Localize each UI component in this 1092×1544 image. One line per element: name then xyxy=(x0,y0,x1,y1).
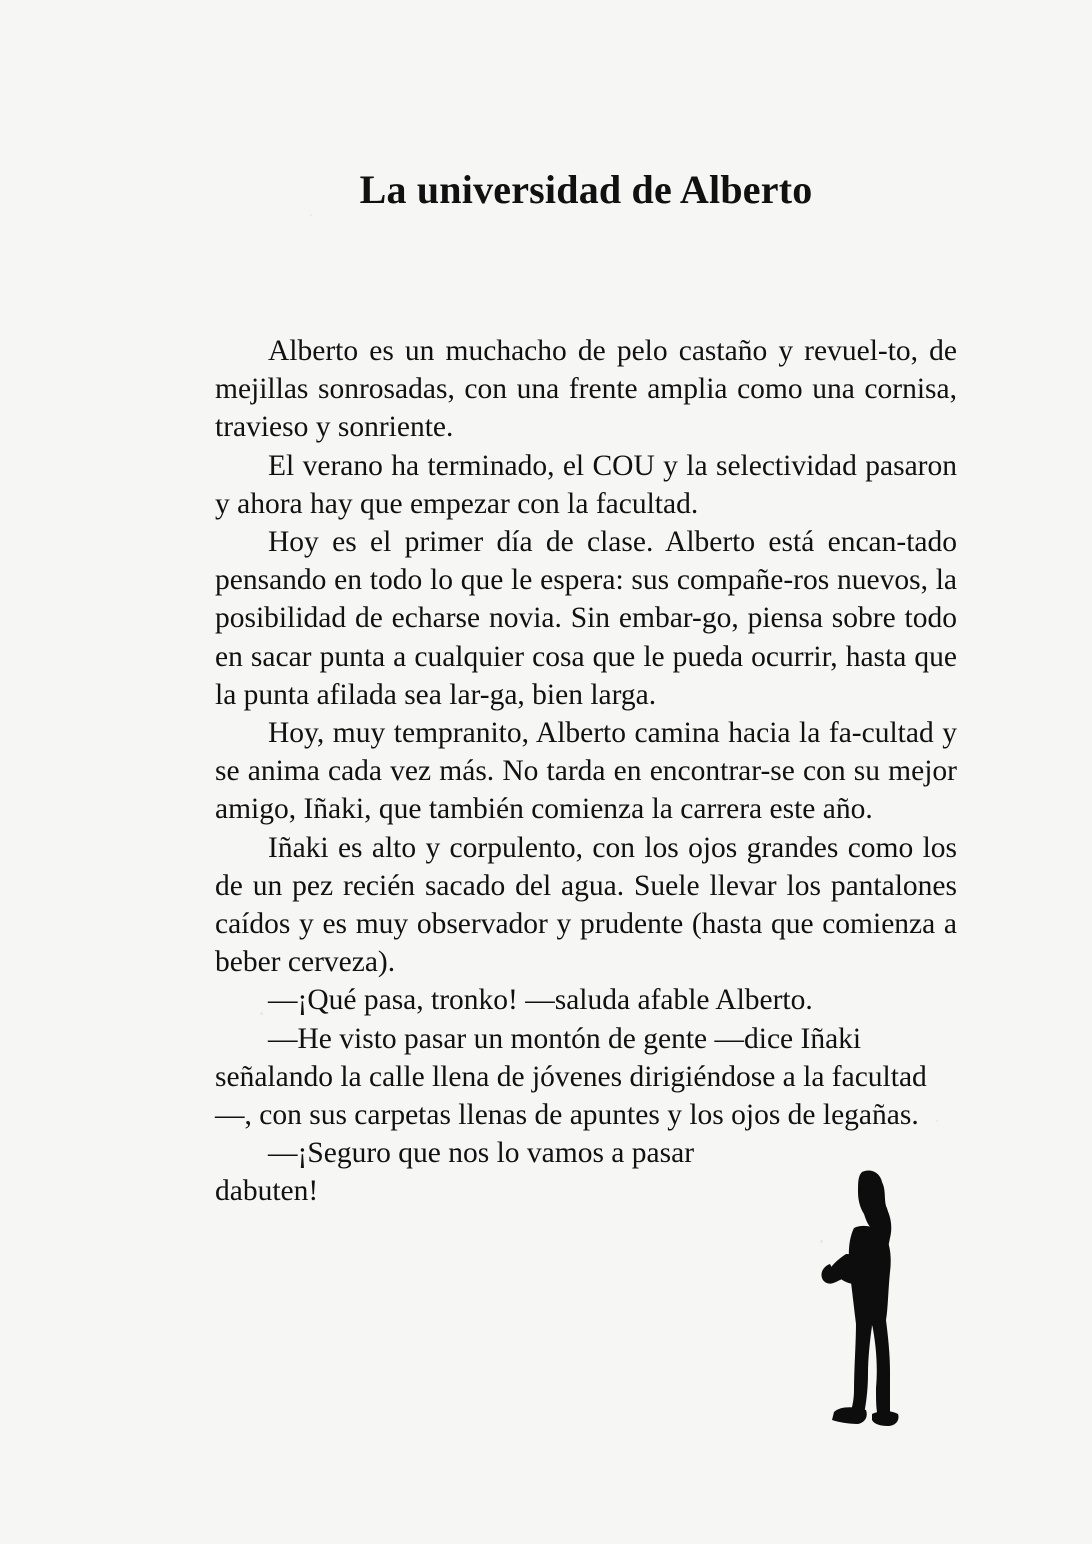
paragraph-5: Iñaki es alto y corpulento, con los ojos grandes como los de un pez recién sacado del agua. Suele llevar los pantalones caídos y es muy observador y prudente (hasta que comienza a beber cerveza). xyxy=(215,831,957,979)
paragraph-2: El verano ha terminado, el COU y la selectividad pasaron y ahora hay que empezar con la facultad. xyxy=(215,449,957,520)
paragraph-4: Hoy, muy tempranito, Alberto camina hacia la fa-cultad y se anima cada vez más. No tarda en encontrar-se con su mejor amigo, Iñaki, que también comienza la carrera este año. xyxy=(215,717,957,826)
scan-speck xyxy=(936,1120,938,1122)
scan-speck xyxy=(310,214,312,216)
paragraph-8: —¡Seguro que nos lo vamos a pasar dabuten! xyxy=(215,1137,695,1208)
scan-speck xyxy=(820,1240,823,1243)
paragraph-6: —¡Qué pasa, tronko! —saluda afable Alberto. xyxy=(268,984,813,1017)
chapter-title: La universidad de Alberto xyxy=(359,167,813,212)
chapter-body xyxy=(215,332,957,1211)
paragraph-3: Hoy es el primer día de clase. Alberto está encan-tado pensando en todo lo que le espera: sus compañe-ros nuevos, la posibilidad de echarse novia. Sin embar-go, piensa sobre todo en sacar punta a cualquier cosa que le pueda ocurrir, hasta que la punta afilada sea lar-ga, bien larga. xyxy=(215,526,957,711)
standing-man-silhouette-icon xyxy=(810,1168,902,1430)
paragraph-1: Alberto es un muchacho de pelo castaño y revuel-to, de mejillas sonrosadas, con una frente amplia como una cornisa, travieso y sonriente. xyxy=(215,335,957,444)
paragraph-7: —He visto pasar un montón de gente —dice Iñaki señalando la calle llena de jóvenes dirigiéndose a la facultad—, con sus carpetas llenas de apuntes y los ojos de legañas. xyxy=(215,1022,927,1132)
scan-speck xyxy=(260,1012,263,1015)
